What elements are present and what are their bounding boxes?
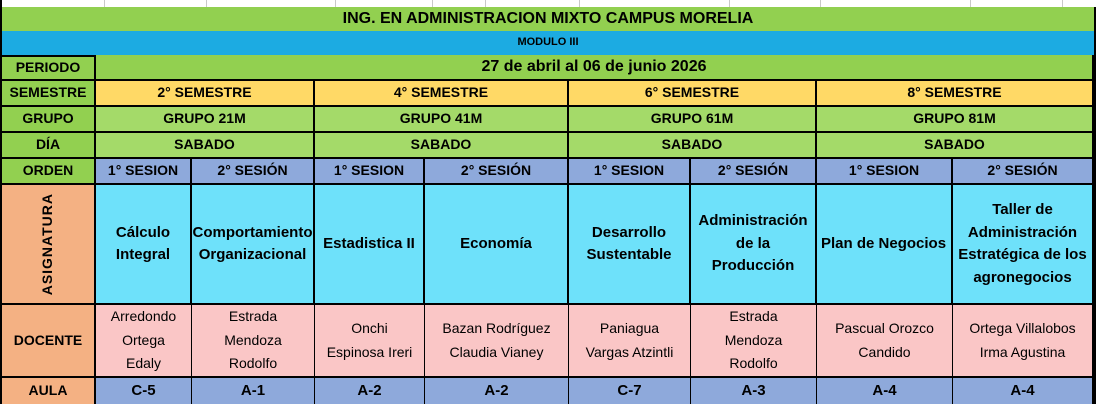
- aula-cell: C-7: [569, 378, 691, 404]
- subject-cell: Comportamiento Organizacional: [192, 185, 315, 305]
- periodo-value: 27 de abril al 06 de junio 2026: [96, 55, 1094, 81]
- session-order-cell: 2° SESIÓN: [192, 159, 315, 185]
- column-gridline: [335, 0, 336, 7]
- column-gridline: [432, 0, 433, 7]
- teacher-cell: Bazan Rodríguez Claudia Vianey: [425, 305, 569, 378]
- asignatura-vertical-text: ASIGNATURA: [39, 192, 56, 296]
- day-cell: SABADO: [315, 133, 569, 159]
- column-gridline: [820, 0, 821, 7]
- subject-cell: Administración de la Producción: [691, 185, 817, 305]
- row-label-aula: AULA: [2, 378, 96, 404]
- column-gridline: [485, 0, 486, 7]
- day-cell: SABADO: [817, 133, 1094, 159]
- subject-cell: Desarrollo Sustentable: [569, 185, 691, 305]
- session-order-cell: 2° SESIÓN: [953, 159, 1094, 185]
- session-order-cell: 1° SESION: [569, 159, 691, 185]
- column-gridline: [970, 0, 971, 7]
- row-label-semestre: SEMESTRE: [2, 81, 96, 107]
- group-cell: GRUPO 81M: [817, 107, 1094, 133]
- subject-cell: Plan de Negocios: [817, 185, 953, 305]
- row-label-orden: ORDEN: [2, 159, 96, 185]
- row-label-grupo: GRUPO: [2, 107, 96, 133]
- day-cell: SABADO: [569, 133, 817, 159]
- session-order-cell: 2° SESIÓN: [691, 159, 817, 185]
- semester-cell: 2° SEMESTRE: [96, 81, 315, 107]
- column-gridline: [206, 0, 207, 7]
- day-cell: SABADO: [96, 133, 315, 159]
- column-gridline: [1062, 0, 1063, 7]
- teacher-cell: Paniagua Vargas Atzintli: [569, 305, 691, 378]
- aula-cell: A-1: [192, 378, 315, 404]
- teacher-cell: Estrada Mendoza Rodolfo: [192, 305, 315, 378]
- subject-cell: Taller de Administración Estratégica de los agronegocios: [953, 185, 1094, 305]
- aula-cell: A-4: [953, 378, 1094, 404]
- row-label-dia: DÍA: [2, 133, 96, 159]
- session-order-cell: 1° SESION: [96, 159, 192, 185]
- page-title: ING. EN ADMINISTRACION MIXTO CAMPUS MORELIA: [2, 7, 1094, 31]
- session-order-cell: 1° SESION: [817, 159, 953, 185]
- subject-cell: Cálculo Integral: [96, 185, 192, 305]
- aula-cell: A-2: [425, 378, 569, 404]
- teacher-cell: Pascual Orozco Candido: [817, 305, 953, 378]
- row-label-periodo: PERIODO: [2, 55, 96, 81]
- subject-cell: Economía: [425, 185, 569, 305]
- row-label-docente: DOCENTE: [2, 305, 96, 378]
- column-gridline: [104, 0, 105, 7]
- module-header: MODULO III: [2, 31, 1094, 55]
- group-cell: GRUPO 21M: [96, 107, 315, 133]
- teacher-cell: Arredondo Ortega Edaly: [96, 305, 192, 378]
- group-cell: GRUPO 41M: [315, 107, 569, 133]
- session-order-cell: 1° SESION: [315, 159, 425, 185]
- aula-cell: A-3: [691, 378, 817, 404]
- aula-cell: A-4: [817, 378, 953, 404]
- session-order-cell: 2° SESIÓN: [425, 159, 569, 185]
- teacher-cell: Onchi Espinosa Ireri: [315, 305, 425, 378]
- aula-cell: C-5: [96, 378, 192, 404]
- semester-cell: 4° SEMESTRE: [315, 81, 569, 107]
- semester-cell: 8° SEMESTRE: [817, 81, 1094, 107]
- subject-cell: Estadistica II: [315, 185, 425, 305]
- teacher-cell: Ortega Villalobos Irma Agustina: [953, 305, 1094, 378]
- schedule-table: [0, 7, 1096, 404]
- spreadsheet-gridline-strip: [0, 0, 1096, 7]
- semester-cell: 6° SEMESTRE: [569, 81, 817, 107]
- column-gridline: [729, 0, 730, 7]
- group-cell: GRUPO 61M: [569, 107, 817, 133]
- column-gridline: [579, 0, 580, 7]
- teacher-cell: Estrada Mendoza Rodolfo: [691, 305, 817, 378]
- aula-cell: A-2: [315, 378, 425, 404]
- row-label-asignatura: [2, 185, 96, 305]
